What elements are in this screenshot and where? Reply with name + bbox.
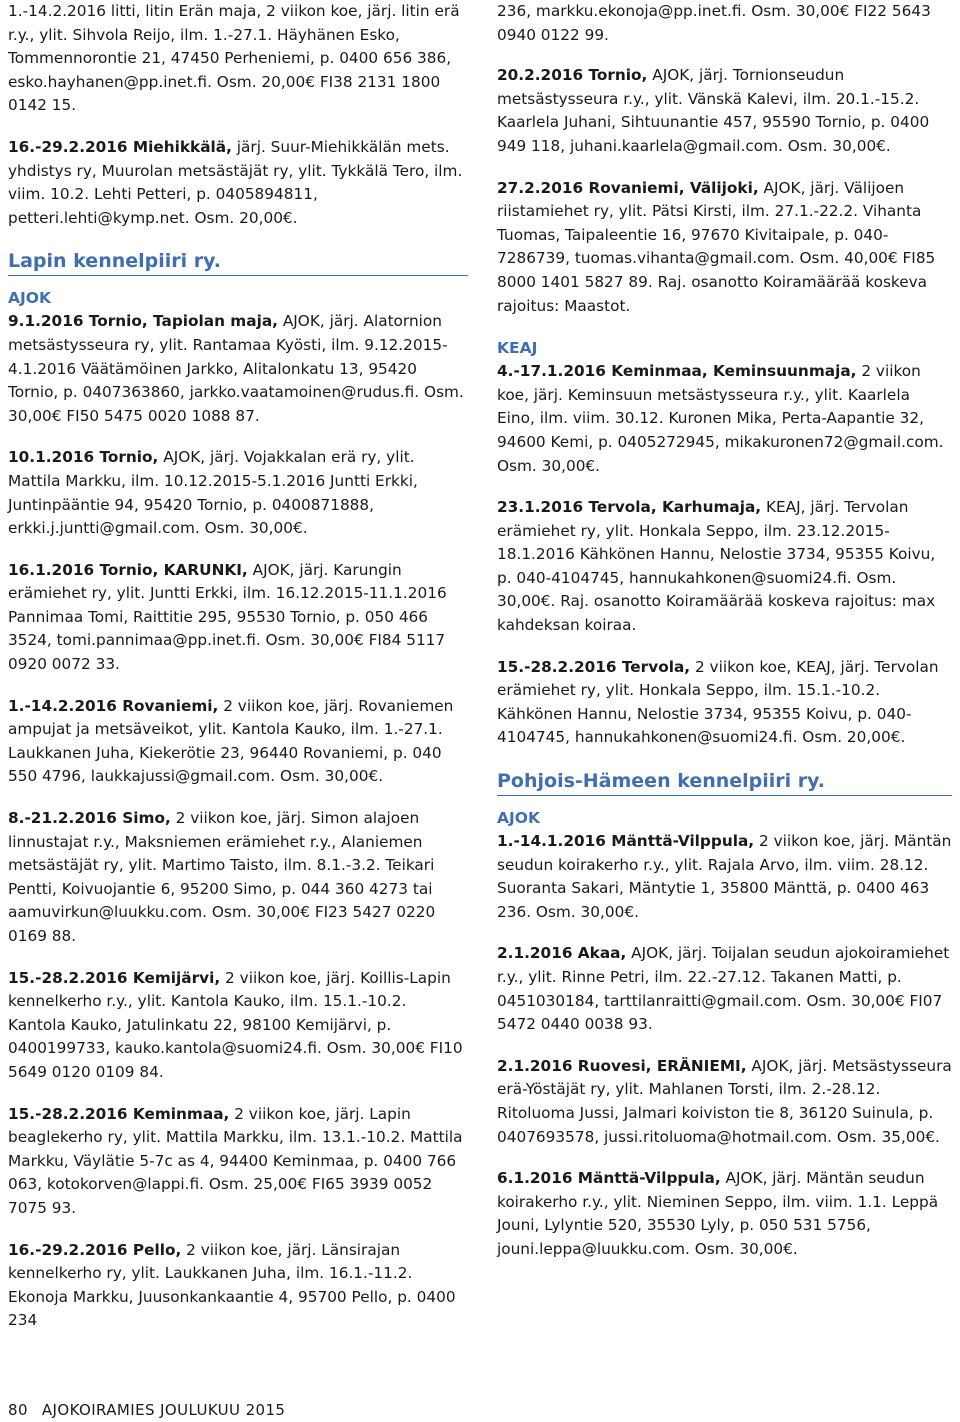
event-heading: 2.1.2016 Ruovesi, ERÄNIEMI, xyxy=(497,1056,747,1075)
event-details: AJOK, järj. Mäntän seudun koirakerho r.y., ylit. Nieminen Seppo, ilm. viim. 1.1. Leppä Jouni, Lylyntie 520, 35530 Lyly, p. 050 531 5756, jouni.leppa@luukku.com. Osm. 30,00€. xyxy=(497,1169,939,1258)
event-heading: 16.-29.2.2016 Miehikkälä, xyxy=(8,137,232,156)
event-entry xyxy=(8,310,468,428)
event-heading: 6.1.2016 Mänttä-Vilppula, xyxy=(497,1169,721,1188)
event-heading: 16.-29.2.2016 Pello, xyxy=(8,1240,182,1259)
event-heading: 1.-14.2.2016 Rovaniemi, xyxy=(8,696,219,715)
event-details: AJOK, järj. Vojakkalan erä ry, ylit. Mattila Markku, ilm. 10.12.2015-5.1.2016 Juntti Erkki, Juntinpääntie 94, 95420 Tornio, p. 0400871888, erkki.j.juntti@gmail.com. Osm. 30,00€. xyxy=(8,448,418,538)
category-label: AJOK xyxy=(497,809,540,828)
event-details: AJOK, järj. Tornionseudun metsästysseura r.y., ylit. Vänskä Kalevi, ilm. 20.1.-15.2. Kaarlela Juhani, Sihtuunantie 457, 95590 Tornio, p. 0400 949 118, juhani.kaarlela@gmail.com. Osm. 30,00€. xyxy=(497,66,930,155)
event-details: 2 viikon koe, järj. Keminsuun metsästysseura r.y., ylit. Kaarlela Eino, ilm. viim. 30.12. Kuronen Mika, Perta-Aapantie 32, 94600 Kemi, p. 0405272945, mikakuronen72@gmail.com. Osm. 30,00€. xyxy=(497,362,944,475)
event-entry xyxy=(497,1055,952,1149)
page-number: 80 xyxy=(8,1401,28,1419)
event-details: 1.-14.2.2016 litti, litin Erän maja, 2 viikon koe, järj. litin erä r.y., ylit. Sihvola Reijo, ilm. 1.-27.1. Häyhänen Esko, Tommennorontie 21, 47450 Perheniemi, p. 0400 656 386, esko.hayhanen@pp.inet.fi. Osm. 20,00€ FI38 2131 1800 0142 15. xyxy=(8,2,460,115)
category-label: AJOK xyxy=(8,289,51,308)
event-details: AJOK, järj. Toijalan seudun ajokoiramiehet r.y., ylit. Rinne Petri, ilm. 22.-27.12. Takanen Matti, p. 0451030184, tarttilanraitti@gmail.com. Osm. 30,00€ FI07 5472 0440 0038 93. xyxy=(497,944,950,1034)
event-entry xyxy=(8,967,468,1085)
right-column xyxy=(497,0,952,1280)
event-heading: 2.1.2016 Akaa, xyxy=(497,944,627,963)
event-details: järj. Suur-Miehikkälän mets. yhdistys ry, Muurolan metsästäjät ry, ylit. Tykkälä Tero, ilm. viim. 10.2. Lehti Petteri, p. 0405894811, petteri.lehti@kymp.net. Osm. 20,00€. xyxy=(8,137,463,227)
event-heading: 9.1.2016 Tornio, Tapiolan maja, xyxy=(8,312,278,331)
event-heading: 23.1.2016 Tervola, Karhumaja, xyxy=(497,498,762,517)
event-heading: 20.2.2016 Tornio, xyxy=(497,66,648,85)
event-details: 2 viikon koe, järj. Rovaniemen ampujat ja metsäveikot, ylit. Kantola Kauko, ilm. 1.-27.1. Laukkanen Juha, Kiekerötie 23, 96440 Rovaniemi, p. 040 550 4796, laukkajussi@gmail.com. Osm. 30,00€. xyxy=(8,696,454,786)
event-heading: 1.-14.1.2016 Mänttä-Vilppula, xyxy=(497,832,755,851)
event-details: 2 viikon koe, järj. Länsirajan kennelkerho ry, ylit. Laukkanen Juha, ilm. 16.1.-11.2. Ekonoja Markku, Juusonkankaantie 4, 95700 Pello, p. 0400 234 xyxy=(8,1240,456,1330)
event-details: AJOK, järj. Karungin erämiehet ry, ylit. Juntti Erkki, ilm. 16.12.2015-11.1.2016 Pannimaa Tomi, Raittitie 295, 95530 Tornio, p. 050 466 3524, tomi.pannimaa@pp.inet.fi. Osm. 30,00€ FI84 5117 0920 0072 33. xyxy=(8,560,447,674)
event-heading: 16.1.2016 Tornio, KARUNKI, xyxy=(8,560,248,579)
event-entry xyxy=(8,559,468,677)
event-entry xyxy=(8,136,468,230)
event-heading: 15.-28.2.2016 Tervola, xyxy=(497,657,691,676)
event-heading: 10.1.2016 Tornio, xyxy=(8,448,159,467)
event-entry xyxy=(497,496,952,638)
event-entry xyxy=(8,0,468,118)
continued-entry: 236, markku.ekonoja@pp.inet.fi. Osm. 30,00€ FI22 5643 0940 0122 99. xyxy=(497,2,931,44)
event-heading: 15.-28.2.2016 Keminmaa, xyxy=(8,1104,230,1123)
event-entry xyxy=(8,446,468,540)
event-details: 2 viikon koe, KEAJ, järj. Tervolan erämiehet ry, ylit. Honkala Seppo, ilm. 15.1.-10.2. Kähkönen Hannu, Nelostie 3734, 95355 Koivu, p. 040-4104745, hannukahkonen@suomi24.fi. Osm. 20,00€. xyxy=(497,657,939,747)
event-entry xyxy=(497,177,952,319)
event-heading: 4.-17.1.2016 Keminmaa, Keminsuunmaja, xyxy=(497,362,857,381)
event-details: KEAJ, järj. Tervolan erämiehet ry, ylit. Honkala Seppo, ilm. 23.12.2015-18.1.2016 Kähkönen Hannu, Nelostie 3734, 95355 Koivu, p. 040-4104745, hannukahkonen@suomi24.fi. Osm. 30,00€. Raj. osanotto Koiramäärää koskeva rajoitus: max kahdeksan koiraa. xyxy=(497,498,936,635)
event-details: AJOK, järj. Välijoen riistamiehet ry, ylit. Pätsi Kirsti, ilm. 27.1.-22.2. Vihanta Tuomas, Taipaleentie 16, 97670 Kivitaipale, p. 040-7286739, tuomas.vihanta@gmail.com. Osm. 40,00€ FI85 8000 1401 5827 89. Raj. osanotto Koiramäärää koskeva rajoitus: Maastot. xyxy=(497,178,936,315)
event-entry xyxy=(8,1239,468,1333)
event-heading: 15.-28.2.2016 Kemijärvi, xyxy=(8,968,221,987)
event-entry xyxy=(497,830,952,924)
event-entry xyxy=(497,656,952,750)
event-heading: 27.2.2016 Rovaniemi, Välijoki, xyxy=(497,178,759,197)
event-details: AJOK, järj. Alatornion metsästysseura ry, ylit. Rantamaa Kyösti, ilm. 9.12.2015-4.1.2016 Väätämöinen Jarkko, Alitalonkatu 13, 95420 Tornio, p. 0407363860, jarkko.vaatamoinen@rudus.fi. Osm. 30,00€ FI50 5475 0020 1088 87. xyxy=(8,312,464,425)
kennel-district-title: Lapin kennelpiiri ry. xyxy=(8,248,468,276)
page-footer xyxy=(8,1401,285,1419)
event-details: 2 viikon koe, järj. Simon alajoen linnustajat r.y., Maksniemen erämiehet r.y., Alaniemen metsästäjät ry, ylit. Martimo Taisto, ilm. 8.1.-3.2. Teikari Pentti, Koivuojantie 6, 95200 Simo, p. 044 360 4273 tai aamuvirkun@luukku.com. Osm. 30,00€ FI23 5427 0220 0169 88. xyxy=(8,809,436,945)
event-details: AJOK, järj. Metsästysseura erä-Yöstäjät ry, ylit. Mahlanen Torsti, ilm. 2.-28.12. Ritoluoma Jussi, Jalmari koiviston tie 8, 36120 Suinula, p. 0407693578, jussi.ritoluoma@hotmail.com. Osm. 35,00€. xyxy=(497,1056,952,1146)
left-column xyxy=(8,0,468,1351)
event-heading: 8.-21.2.2016 Simo, xyxy=(8,809,171,828)
event-details: 2 viikon koe, järj. Koillis-Lapin kennelkerho r.y., ylit. Kantola Kauko, ilm. 15.1.-10.2. Kantola Kauko, Jatulinkatu 22, 98100 Kemijärvi, p. 0400199733, kauko.kantola@suomi24.fi. Osm. 30,00€ FI10 5649 0120 0109 84. xyxy=(8,968,463,1081)
event-entry xyxy=(497,942,952,1036)
event-entry xyxy=(8,807,468,949)
kennel-district-title: Pohjois-Hämeen kennelpiiri ry. xyxy=(497,768,952,796)
event-entry xyxy=(8,1103,468,1221)
category-label: KEAJ xyxy=(497,339,538,358)
event-entry xyxy=(497,360,952,478)
event-details: 2 viikon koe, järj. Lapin beaglekerho ry, ylit. Mattila Markku, ilm. 13.1.-10.2. Mattila Markku, Väylätie 5-7c as 4, 94400 Keminmaa, p. 0400 766 063, kotokorven@lappi.fi. Osm. 25,00€ FI65 3939 0052 7075 93. xyxy=(8,1104,463,1217)
event-entry xyxy=(497,64,952,158)
publication-name: AJOKOIRAMIES JOULUKUU 2015 xyxy=(41,1401,286,1419)
event-details: 2 viikon koe, järj. Mäntän seudun koirakerho r.y., ylit. Rajala Arvo, ilm. viim. 28.12. Suoranta Sakari, Mäntytie 1, 35800 Mänttä, p. 0400 463 236. Osm. 30,00€. xyxy=(497,832,952,921)
event-entry xyxy=(8,695,468,789)
event-entry xyxy=(497,1167,952,1261)
